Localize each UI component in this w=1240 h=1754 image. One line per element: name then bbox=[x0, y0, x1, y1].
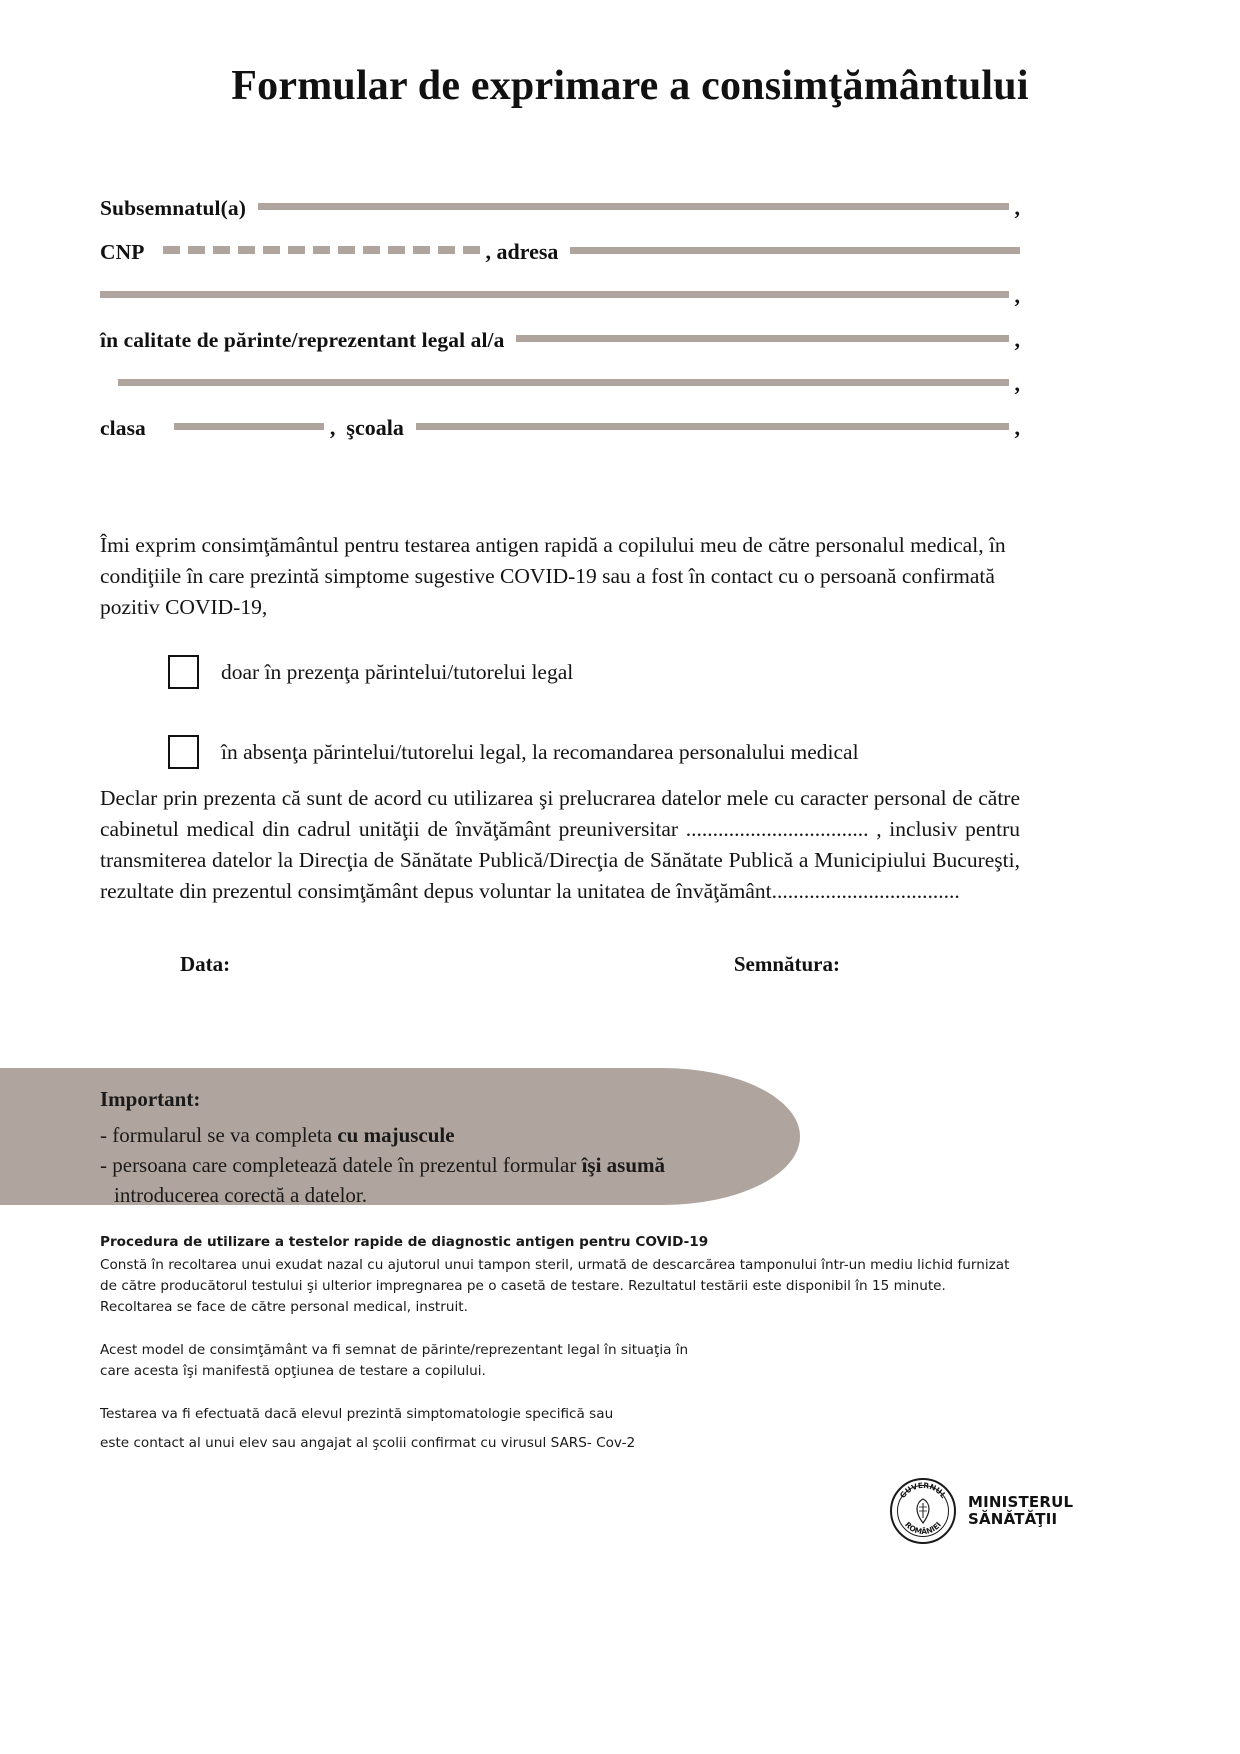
important-bullet-2-continuation: introducerea corectă a datelor. bbox=[114, 1183, 368, 1207]
field-label-cnp: CNP bbox=[100, 240, 145, 264]
cnp-input-boxes[interactable] bbox=[163, 246, 480, 254]
important-bullet-2-text: - persoana care completează datele în prezentul formular bbox=[100, 1153, 582, 1177]
cnp-box[interactable] bbox=[313, 246, 330, 254]
seal-text-icon bbox=[892, 1480, 954, 1542]
important-bullet-1-text: - formularul se va completa bbox=[100, 1123, 338, 1147]
field-row-calitate-continuation bbox=[100, 371, 1020, 415]
procedure-p1-line3: Recoltarea se face de către personal medical, instruit. bbox=[100, 1299, 468, 1315]
comma-2: , bbox=[1014, 283, 1020, 308]
procedure-p3-line2: este contact al unui elev sau angajat al şcolii confirmat cu virusul SARS- Cov-2 bbox=[100, 1435, 636, 1451]
comma-5: , bbox=[1014, 415, 1020, 440]
comma-4: , bbox=[1014, 371, 1020, 396]
field-row-calitate bbox=[100, 327, 1020, 371]
adresa-input-line-2[interactable] bbox=[100, 291, 1009, 298]
declaration-paragraph: Declar prin prezenta că sunt de acord cu utilizarea şi prelucrarea datelor mele cu caracter personal de către cabinetul medical din cadrul unităţii de învăţământ preuniversitar .................................. , inclusiv pentru transmiterea datelor la Direcţia de Sănătate Publică/Direcţia de Sănătate Publică a Municipiului Bucureşti, rezultate din prezentul consimţământ depus voluntar la unitatea de învăţământ................................... bbox=[100, 786, 1020, 903]
government-seal-icon bbox=[890, 1478, 956, 1544]
important-bullet-2 bbox=[100, 1150, 800, 1180]
checkbox-presence[interactable] bbox=[168, 655, 199, 689]
important-notice-band bbox=[0, 1068, 800, 1205]
cnp-box[interactable] bbox=[213, 246, 230, 254]
cnp-box[interactable] bbox=[363, 246, 380, 254]
field-label-clasa: clasa bbox=[100, 416, 146, 440]
checkbox-absence[interactable] bbox=[168, 735, 199, 769]
option-label-presence: doar în prezenţa părintelui/tutorelui legal bbox=[221, 659, 574, 684]
cnp-box[interactable] bbox=[188, 246, 205, 254]
field-row-cnp bbox=[100, 239, 1020, 283]
important-title: Important: bbox=[100, 1087, 201, 1111]
ministry-name bbox=[968, 1494, 1073, 1528]
field-row-subsemnatul bbox=[100, 195, 1020, 239]
procedure-p2-line1: Acest model de consimţământ va fi semnat de părinte/reprezentant legal în situaţia în bbox=[100, 1342, 689, 1358]
important-bullet-1 bbox=[100, 1120, 800, 1150]
spacer-1 bbox=[100, 1318, 1040, 1340]
field-label-adresa: , adresa bbox=[485, 239, 559, 264]
spacer-2 bbox=[100, 1382, 1040, 1404]
field-row-clasa-scoala bbox=[100, 415, 1020, 459]
cnp-box[interactable] bbox=[263, 246, 280, 254]
spacer-3 bbox=[100, 1425, 1040, 1433]
option-row-presence[interactable] bbox=[168, 655, 1028, 689]
svg-text:ROMÂNIEI: ROMÂNIEI bbox=[903, 1520, 943, 1537]
signature-label: Semnătura: bbox=[733, 952, 840, 976]
procedure-section bbox=[100, 1232, 1040, 1454]
field-row-adresa-continuation bbox=[100, 283, 1020, 327]
field-label-scoala: , şcoala bbox=[329, 415, 404, 440]
cnp-box[interactable] bbox=[388, 246, 405, 254]
date-label: Data: bbox=[180, 952, 231, 976]
scoala-input-line[interactable] bbox=[416, 423, 1009, 430]
consent-paragraph: Îmi exprim consimţământul pentru testarea antigen rapidă a copilului meu de către personalul medical, în condiţiile în care prezintă simptome sugestive COVID-19 sau a fost în contact cu o persoană confirmată pozitiv COVID-19, bbox=[100, 533, 1006, 619]
cnp-box[interactable] bbox=[463, 246, 480, 254]
page-title: Formular de exprimare a consimţământului bbox=[231, 63, 1029, 109]
field-label-subsemnatul: Subsemnatul(a) bbox=[100, 196, 246, 220]
option-label-absence: în absenţa părintelui/tutorelui legal, la recomandarea personalului medical bbox=[221, 739, 859, 764]
clasa-input-line[interactable] bbox=[174, 423, 324, 430]
option-row-absence[interactable] bbox=[168, 735, 1028, 769]
ministry-line-1: MINISTERUL bbox=[968, 1493, 1074, 1511]
form-fields bbox=[100, 195, 1020, 459]
adresa-input-line[interactable] bbox=[570, 247, 1020, 254]
procedure-p3-line1: Testarea va fi efectuată dacă elevul prezintă simptomatologie specifică sau bbox=[100, 1406, 614, 1422]
cnp-box[interactable] bbox=[238, 246, 255, 254]
cnp-box[interactable] bbox=[338, 246, 355, 254]
procedure-p2-line2: care acesta îşi manifestă opţiunea de testare a copilului. bbox=[100, 1363, 486, 1379]
procedure-p1-line2: de către producătorul testului şi ulterior impregnarea pe o casetă de testare. Rezultatul testării este disponibil în 15 minute. bbox=[100, 1278, 946, 1294]
calitate-input-line-2[interactable] bbox=[118, 379, 1009, 386]
comma-1: , bbox=[1014, 195, 1020, 220]
footer-logo bbox=[890, 1478, 1073, 1544]
ministry-line-2: SĂNĂTĂŢII bbox=[968, 1510, 1058, 1528]
cnp-box[interactable] bbox=[288, 246, 305, 254]
important-bullet-2-emphasis: îşi asumă bbox=[581, 1153, 666, 1177]
cnp-box[interactable] bbox=[438, 246, 455, 254]
cnp-box[interactable] bbox=[413, 246, 430, 254]
important-bullet-1-emphasis: cu majuscule bbox=[337, 1123, 455, 1147]
comma-3: , bbox=[1014, 327, 1020, 352]
eagle-icon bbox=[912, 1498, 934, 1524]
calitate-input-line[interactable] bbox=[516, 335, 1008, 342]
field-label-calitate: în calitate de părinte/reprezentant legal al/a bbox=[100, 328, 505, 352]
procedure-p1-line1: Constă în recoltarea unui exudat nazal cu ajutorul unui tampon steril, urmată de descarcărea tamponului într-un mediu lichid furnizat bbox=[100, 1257, 1010, 1273]
signature-row bbox=[180, 952, 840, 977]
subsemnatul-input-line[interactable] bbox=[258, 203, 1009, 210]
procedure-title: Procedura de utilizare a testelor rapide de diagnostic antigen pentru COVID-19 bbox=[100, 1234, 709, 1250]
cnp-box[interactable] bbox=[163, 246, 180, 254]
svg-text:GUVERNUL: GUVERNUL bbox=[897, 1480, 949, 1500]
